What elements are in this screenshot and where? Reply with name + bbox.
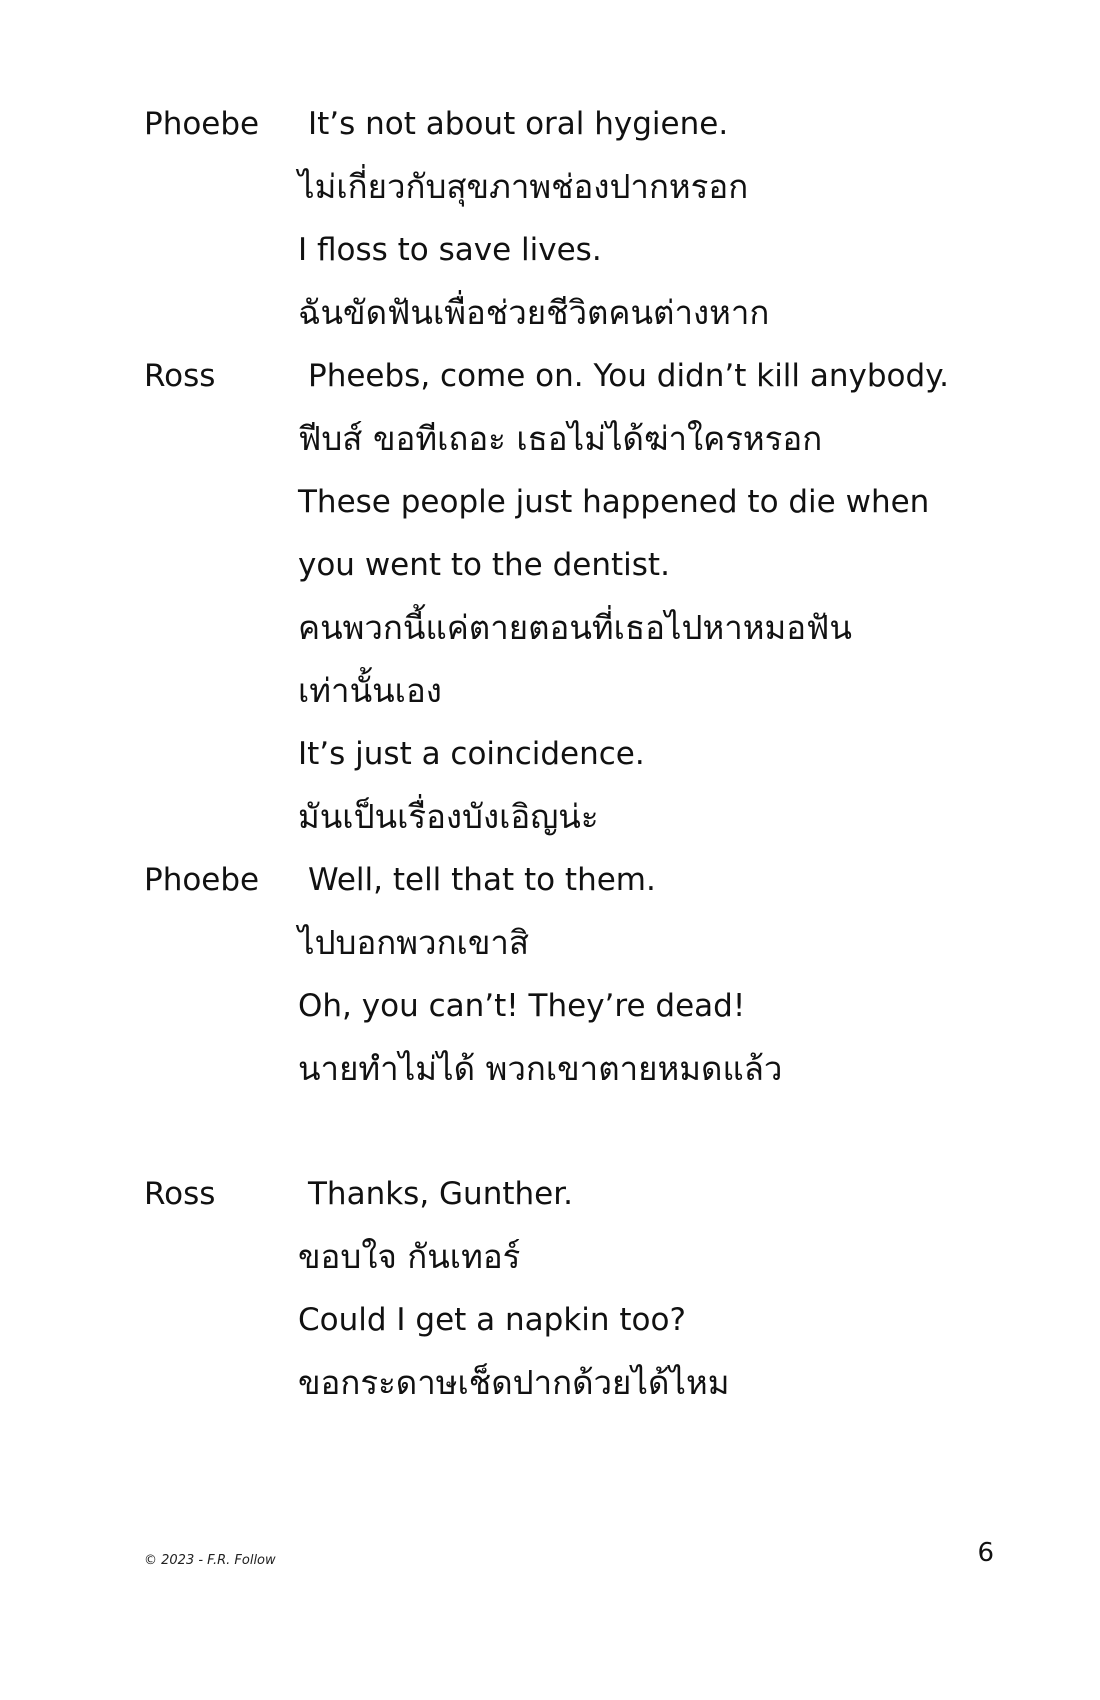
dialogue-line: มันเป็นเรื่องบังเอิญน่ะ bbox=[298, 797, 599, 836]
dialogue-line: I floss to save lives. bbox=[298, 232, 602, 268]
dialogue-line: นายทำไม่ได้ พวกเขาตายหมดแล้ว bbox=[298, 1049, 783, 1088]
dialogue-line: Could I get a napkin too? bbox=[298, 1302, 686, 1338]
dialogue-line: ไม่เกี่ยวกับสุขภาพช่องปากหรอก bbox=[298, 167, 749, 206]
speaker-name: Ross bbox=[144, 358, 216, 394]
speaker-name: Phoebe bbox=[144, 106, 260, 142]
page-number: 6 bbox=[977, 1538, 994, 1568]
dialogue-line: Well, tell that to them. bbox=[308, 862, 656, 898]
dialogue-line: ฉันขัดฟันเพื่อช่วยชีวิตคนต่างหาก bbox=[298, 293, 770, 332]
dialogue-line: It’s not about oral hygiene. bbox=[308, 106, 729, 142]
dialogue-line: Oh, you can’t! They’re dead! bbox=[298, 988, 746, 1024]
speaker-name: Ross bbox=[144, 1176, 216, 1212]
dialogue-line: ขอบใจ กันเทอร์ bbox=[298, 1237, 521, 1276]
copyright-notice: © 2023 - F.R. Follow bbox=[144, 1553, 276, 1568]
dialogue-line: ขอกระดาษเช็ดปากด้วยได้ไหม bbox=[298, 1363, 730, 1402]
dialogue-line: It’s just a coincidence. bbox=[298, 736, 645, 772]
dialogue-line: These people just happened to die when bbox=[298, 484, 930, 520]
dialogue-line: เท่านั้นเอง bbox=[298, 671, 442, 710]
dialogue-line: คนพวกนี้แค่ตายตอนที่เธอไปหาหมอฟัน bbox=[298, 608, 852, 647]
dialogue-line: Pheebs, come on. You didn’t kill anybody. bbox=[308, 358, 949, 394]
dialogue-line: ไปบอกพวกเขาสิ bbox=[298, 923, 530, 962]
dialogue-line: Thanks, Gunther. bbox=[308, 1176, 573, 1212]
speaker-name: Phoebe bbox=[144, 862, 260, 898]
dialogue-line: you went to the dentist. bbox=[298, 547, 670, 583]
dialogue-line: ฟีบส์ ขอทีเถอะ เธอไม่ได้ฆ่าใครหรอก bbox=[298, 419, 823, 458]
